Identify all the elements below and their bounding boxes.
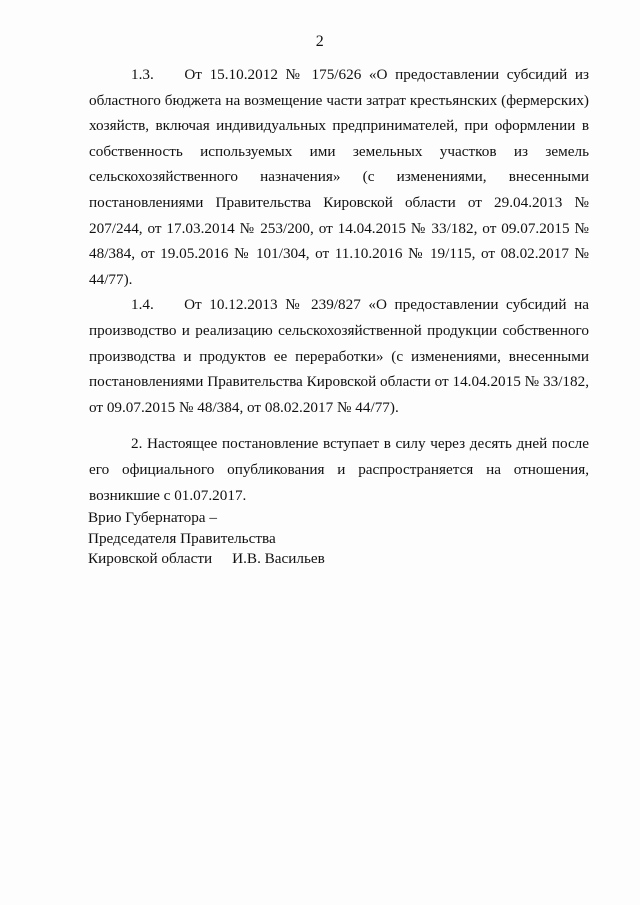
signature-block: [88, 508, 325, 570]
paragraph-label: 2.: [131, 435, 143, 453]
paragraph-1-4: [89, 292, 589, 420]
paragraph-1-3: [89, 62, 589, 292]
signature-title-line-2: Председателя Правительства: [88, 529, 276, 547]
document-body: [89, 62, 589, 508]
paragraph-text: От 15.10.2012 № 175/626 «О предоставлении субсидий из областного бюджета на возмещение части затрат крестьянских (фермерских) хозяйств, включая индивидуальных предпринимателей, при оформлении в собственность используемых ими земельных участков из земель сельскохозяйственного назначения» (с изменениями, внесенными постановлениями Правительства Кировской области от 29.04.2013 № 207/244, от 17.03.2014 № 253/200, от 14.04.2015 № 33/182, от 09.07.2015 № 48/384, от 19.05.2016 № 101/304, от 11.10.2016 № 19/115, от 08.02.2017 № 44/77).: [89, 66, 589, 288]
page-number: 2: [315, 33, 325, 50]
paragraph-label: 1.3.: [131, 66, 154, 83]
signature-region: Кировской области: [88, 550, 213, 567]
signature-title-line-3: [88, 549, 325, 570]
signatory-name: И.В. Васильев: [232, 550, 325, 567]
signature-title-line-1: Врио Губернатора –: [88, 509, 217, 526]
paragraph-label: 1.4.: [131, 296, 154, 314]
paragraph-text: От 10.12.2013 № 239/827 «О предоставлении субсидий на производство и реализацию сельскохозяйственной продукции собственного производства и продуктов ее переработки» (с изменениями, внесенными постановлениями Правительства Кировской области от 14.04.2015 № 33/182, от 09.07.2015 № 48/384, от 08.02.2017 № 44/77).: [89, 296, 590, 416]
paragraph-text: Настоящее постановление вступает в силу через десять дней после его официального опубликования и распространяется на отношения, возникшие с 01.07.2017.: [89, 435, 589, 504]
paragraph-2: [89, 431, 589, 508]
